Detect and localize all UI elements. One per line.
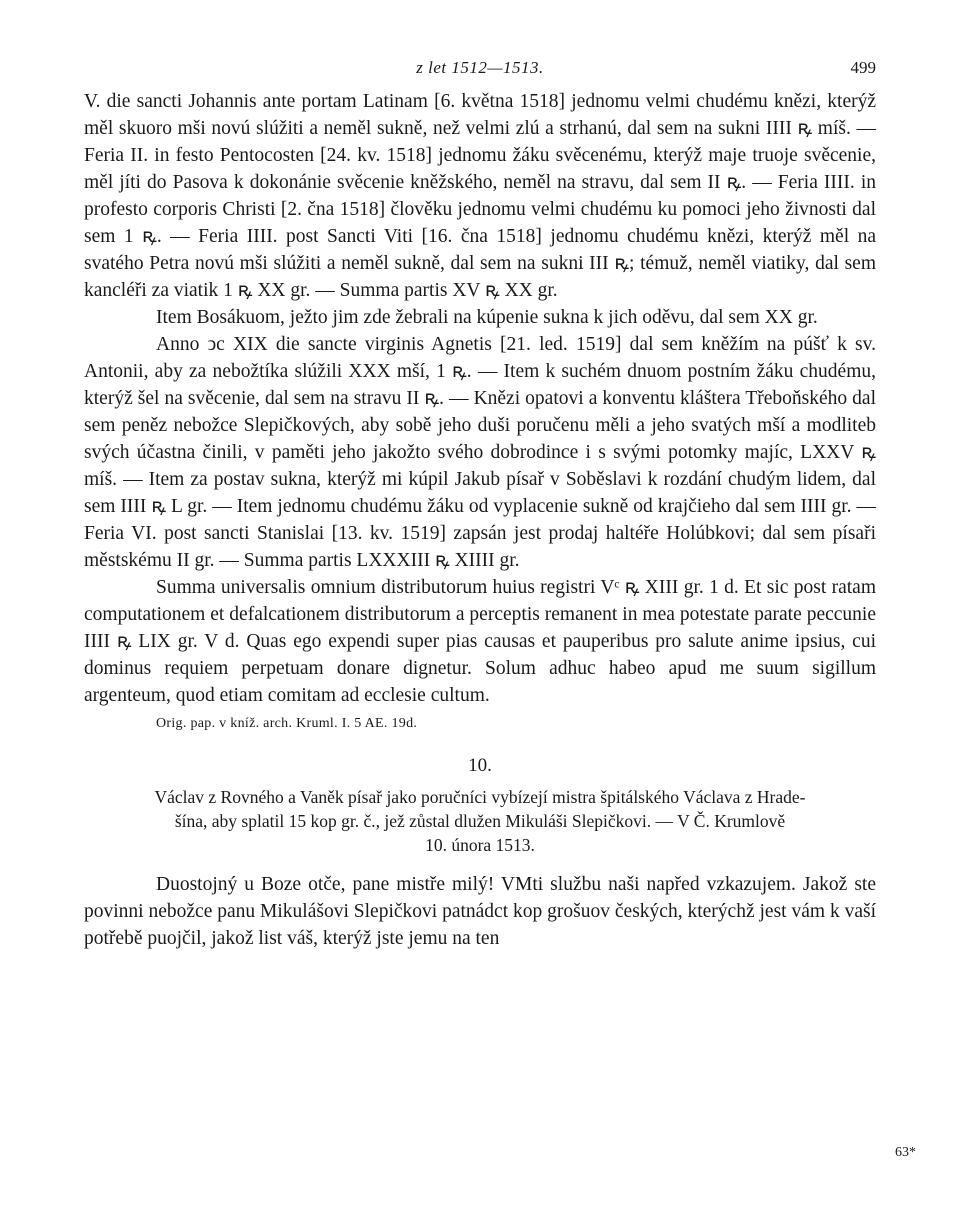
- running-title: z let 1512—1513.: [416, 58, 544, 77]
- letter-body: Duostojný u Boze otče, pane mistře milý! VMti službu naši napřed vzkazujem. Jakož ste povinni nebožce panu Mikulášovi Slepičkovi patnádct kop grošuov českých, kterýchž jest vám k vaší potřebě puojčil, jakož list váš, kterýž jste jemu na ten: [84, 874, 876, 949]
- regest-line: Václav z Rovného a Vaněk písař jako poručníci vybízejí mistra špitálského Václava z Hrade-: [154, 787, 806, 807]
- document-number: 10.: [468, 755, 492, 776]
- page: [84, 58, 876, 952]
- running-head: [84, 58, 876, 88]
- regest-line: 10. února 1513.: [425, 835, 535, 855]
- paragraph-expenses-1518: V. die sancti Johannis ante portam Latinam [6. května 1518] jednomu velmi chudému knězi, kterýž měl skuoro mši novú slúžiti a neměl sukně, než velmi zlú a strhanú, dal sem na sukni IIII ꝶ míš. — Feria II. in festo Pentocosten [24. kv. 1518] jednomu žáku svěcenému, kterýž maje truoje svěcenie, měl jíti do Pasova k dokonánie svěcenie kněžského, neměl na stravu, dal sem II ꝶ. — Feria IIII. in profesto corporis Christi [2. čna 1518] člověku jednomu velmi chudému ku pomoci jeho živnosti dal sem 1 ꝶ. — Feria IIII. post Sancti Viti [16. čna 1518] jednomu chudému knězi, kterýž měl na svatého Petra novú mši slúžiti a neměl sukně, dal sem na sukni III ꝶ; témuž, neměl viatiky, dal sem kancléři za viatik 1 ꝶ XX gr. — Summa partis XV ꝶ XX gr.: [84, 91, 876, 301]
- paragraph-anno-1519: Anno ↄc XIX die sancte virginis Agnetis [21. led. 1519] dal sem kněžím na púšť k sv. Antonii, aby za nebožtíka slúžili XXX mší, 1 ꝶ. — Item k suchém dnuom postním žáku chudému, kterýž šel na svěcenie, dal sem na stravu II ꝶ. — Knězi opatovi a konventu kláštera Třeboňského dal sem peněz nebožce Slepičkových, aby sobě jeho duši poručenu měli a jeho svatých mší a modliteb svých účastna činili, v paměti jeho jakožto svého dobrodince i s svými potomky majíc, LXXV ꝶ míš. — Item za postav sukna, kterýž mi kúpil Jakub písař v Soběslavi k rozdání chudým lidem, dal sem IIII ꝶ L gr. — Item jednomu chudému žáku od vyplacenie sukně od krajčieho dal sem IIII gr. — Feria VI. post sancti Stanislai [13. kv. 1519] zapsán jest prodaj haltéře Holúbkovi; dal sem písaři městskému II gr. — Summa partis LXXXIII ꝶ XIIII gr.: [84, 334, 876, 571]
- paragraph-bosakuom: Item Bosákuom, ježto jim zde žebrali na kúpenie sukna k jich oděvu, dal sem XX gr.: [156, 307, 818, 328]
- document-regest: [84, 785, 876, 857]
- signature-mark: 63*: [895, 1145, 916, 1160]
- paragraph-summa-universalis: Summa universalis omnium distributorum huius registri Vᶜ ꝶ XIII gr. 1 d. Et sic post ratam computationem et defalcationem distributorum a perceptis remanent in mea potestate parate peccunie IIII ꝶ LIX gr. V d. Quas ego expendi super pias causas et pauperibus pro salute anime ipsius, cui dominus requiem perpetuam donare dignetur. Solum adhuc habeo apud me suum sigillum argenteum, quod etiam comitam ad ecclesie cultum.: [84, 577, 876, 706]
- source-note: Orig. pap. v kníž. arch. Kruml. I. 5 AE. 19d.: [156, 716, 418, 731]
- regest-line: šína, aby splatil 15 kop gr. č., jež zůstal dlužen Mikuláši Slepičkovi. — V Č. Krumlově: [174, 811, 786, 831]
- page-number: 499: [850, 58, 876, 77]
